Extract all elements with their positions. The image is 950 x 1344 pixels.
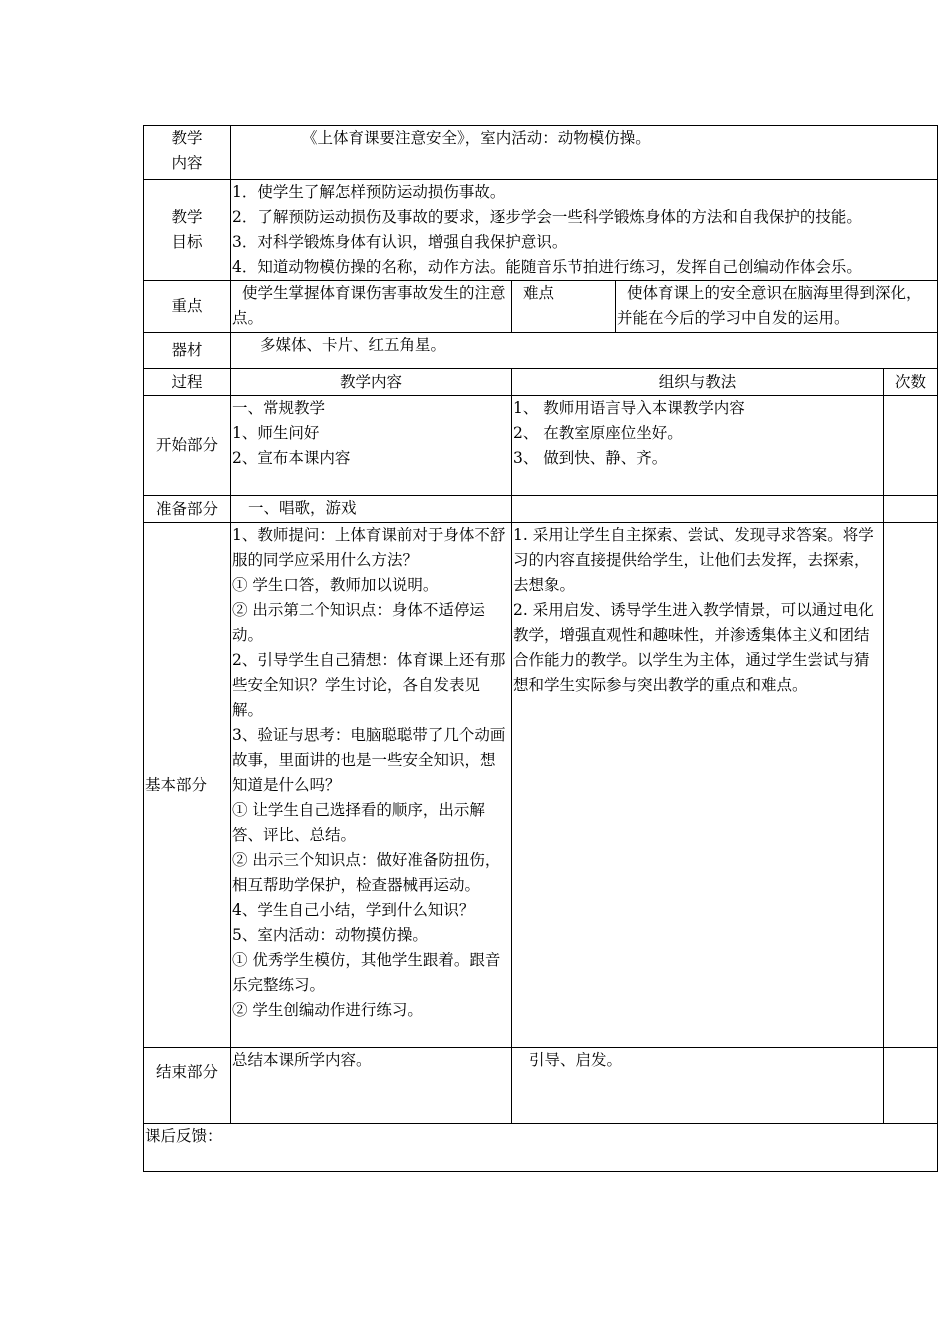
start-content: 一、常规教学 1、师生问好 2、宣布本课内容: [231, 396, 512, 496]
goal-item: 1．使学生了解怎样预防运动损伤事故。: [232, 183, 506, 201]
goals-list: [231, 180, 938, 281]
start-row: [144, 396, 938, 496]
end-content: 总结本课所学内容。: [231, 1048, 512, 1124]
goals-label: 教学 目标: [144, 180, 231, 281]
prep-label: 准备部分: [144, 496, 231, 523]
key-value: 使学生掌握体育课伤害事故发生的注意点。: [231, 281, 512, 333]
prep-count: [884, 496, 938, 523]
content-row: [144, 126, 938, 180]
goals-row: [144, 180, 938, 281]
process-header-row: [144, 369, 938, 396]
end-method: 引导、启发。: [512, 1048, 884, 1124]
equipment-value: 多媒体、卡片、红五角星。: [231, 333, 938, 369]
prep-row: [144, 496, 938, 523]
basic-label: 基本部分: [144, 523, 231, 1048]
basic-row: [144, 523, 938, 1048]
key-row: [144, 281, 938, 333]
feedback-row: [144, 1124, 938, 1172]
end-label: 结束部分: [144, 1048, 231, 1124]
method-header: 组织与教法: [512, 369, 884, 396]
difficulty-value: 使体育课上的安全意识在脑海里得到深化，并能在今后的学习中自发的运用。: [616, 281, 938, 333]
goal-item: 2．了解预防运动损伤及事故的要求，逐步学会一些科学锻炼身体的方法和自我保护的技能。: [232, 208, 862, 226]
equipment-label: 器材: [144, 333, 231, 369]
start-method: 1、 教师用语言导入本课教学内容 2、 在教室原座位坐好。 3、 做到快、静、齐。: [512, 396, 884, 496]
end-count: [884, 1048, 938, 1124]
prep-method: [512, 496, 884, 523]
prep-content: 一、唱歌，游戏: [231, 496, 512, 523]
key-label: 重点: [144, 281, 231, 333]
content-header: 教学内容: [231, 369, 512, 396]
content-value: 《上体育课要注意安全》，室内活动：动物模仿操。: [231, 126, 938, 180]
count-header: 次数: [884, 369, 938, 396]
basic-count: [884, 523, 938, 1048]
equipment-row: [144, 333, 938, 369]
feedback-cell: [144, 1124, 938, 1172]
start-count: [884, 396, 938, 496]
content-label: 教学 内容: [144, 126, 231, 180]
goal-item: 3．对科学锻炼身体有认识，增强自我保护意识。: [232, 233, 568, 251]
basic-content: 1、教师提问：上体育课前对于身体不舒服的同学应采用什么方法？ ① 学生口答，教师加以说明。 ② 出示第二个知识点：身体不适停运动。 2、引导学生自己猜想：体育课上还有那些安全知识？学生讨论，各自发表见解。 3、验证与思考：电脑聪聪带了几个动画故事，里面讲的也是一些安全知识，想知道是什么吗？ ① 让学生自己选择看的顺序，出示解答、评比、总结。 ② 出示三个知识点：做好准备防扭伤，相互帮助学保护，检查器械再运动。 4、学生自己小结，学到什么知识？ 5、室内活动：动物摸仿操。 ① 优秀学生模仿，其他学生跟着。跟音乐完整练习。 ② 学生创编动作进行练习。: [231, 523, 512, 1048]
process-header: 过程: [144, 369, 231, 396]
feedback-label: 课后反馈：: [145, 1127, 223, 1145]
start-label: 开始部分: [144, 396, 231, 496]
goal-item: 4．知道动物模仿操的名称，动作方法。能随音乐节拍进行练习，发挥自己创编动作体会乐。: [232, 258, 862, 276]
difficulty-label: 难点: [512, 281, 616, 333]
lesson-plan-table: [143, 125, 938, 1172]
end-row: [144, 1048, 938, 1124]
basic-method: 1. 采用让学生自主探索、尝试、发现寻求答案。将学习的内容直接提供给学生，让他们去发挥，去探索，去想象。 2. 采用启发、诱导学生进入教学情景，可以通过电化教学，增强直观性和趣味性，并渗透集体主义和团结合作能力的教学。以学生为主体，通过学生尝试与猜想和学生实际参与突出教学的重点和难点。: [512, 523, 884, 1048]
lesson-plan-sheet: [143, 125, 937, 1172]
